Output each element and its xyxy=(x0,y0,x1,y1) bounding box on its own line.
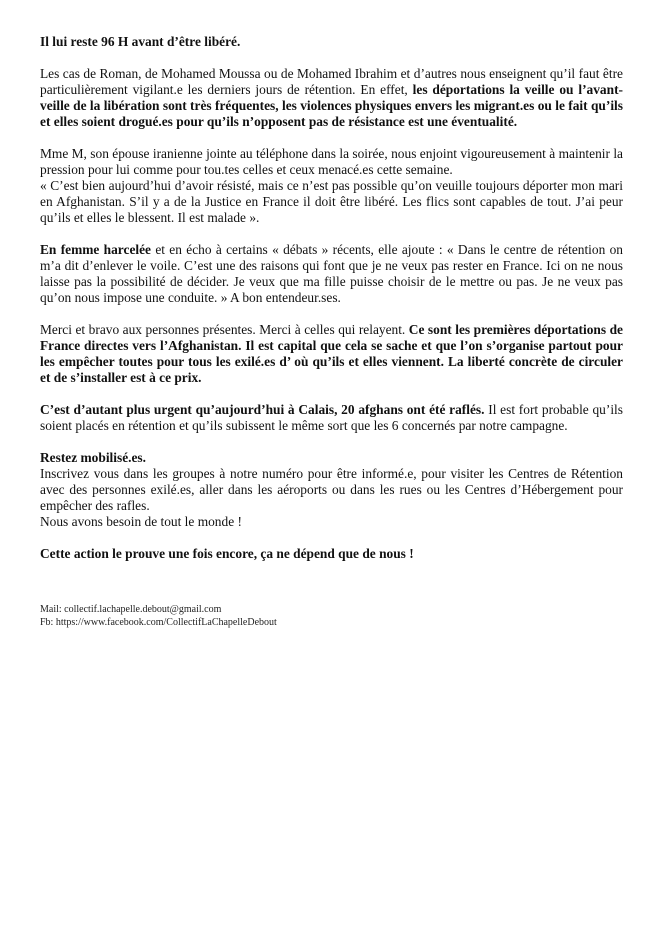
quote-text: « C’est bien aujourd’hui d’avoir résisté, mais ce n’est pas possible qu’on veuille toujours déporter mon mari en Afghanistan. S’il y a de la Justice en France il doit être libéré. Les flics sont capables de tout. J’ai peur qu’ils et elles le blessent. Il est malade ». xyxy=(40,178,623,225)
bold-text: les déportations la veille ou l’avant-veille de la libération sont très fréquentes, les violences physiques envers les migrant.es ou le fait qu’ils et elles soient drogué.es pour qu’ils n’opposent pas de résistance est une éventualité. xyxy=(40,82,623,129)
bold-text: Cette action le prouve une fois encore, ça ne dépend que de nous ! xyxy=(40,546,414,561)
bold-text: En femme harcelée xyxy=(40,242,152,257)
paragraph-mobilize xyxy=(40,450,623,530)
text: Inscrivez vous dans les groupes à notre numéro pour être informé.e, pour visiter les Centres de Rétention avec des personnes exilé.es, aller dans les aéroports ou dans les rues ou les Centres d’Hébergement pour empêcher des rafles. xyxy=(40,466,623,513)
contact-email: Mail: collectif.lachapelle.debout@gmail.com xyxy=(40,604,222,615)
contact-footer xyxy=(40,603,277,629)
bold-text: Il lui reste 96 H avant d’être libéré. xyxy=(40,34,241,49)
paragraph-closing xyxy=(40,546,623,562)
paragraph-vigilance xyxy=(40,66,623,130)
contact-facebook: Fb: https://www.facebook.com/CollectifLaChapelleDebout xyxy=(40,617,277,628)
bold-text: Restez mobilisé.es. xyxy=(40,450,146,465)
paragraph-harassment xyxy=(40,242,623,306)
paragraph-calais xyxy=(40,402,623,434)
text: Mme M, son épouse iranienne jointe au téléphone dans la soirée, nous enjoint vigoureusement à maintenir la pression pour lui comme pour tou.tes celles et ceux menacé.es cette semaine. xyxy=(40,146,623,177)
paragraph-thanks xyxy=(40,322,623,386)
paragraph-wife-statement xyxy=(40,146,623,226)
paragraph-release-countdown xyxy=(40,34,623,50)
document-body xyxy=(40,34,623,578)
bold-text: C’est d’autant plus urgent qu’aujourd’hui à Calais, 20 afghans ont été raflés. xyxy=(40,402,485,417)
text: Les cas de Roman, de Mohamed Moussa ou de Mohamed Ibrahim et d’autres nous enseignent qu’il faut être particulièrement vigilant.e les derniers jours de rétention. En effet, xyxy=(40,66,623,97)
text: et en écho à certains « débats » récents, elle ajoute : « Dans le centre de rétention on m’a dit d’enlever le voile. C’est une des raisons qui font que je ne veux pas rester en France. Ici on ne nous laisse pas la possibilité de décider. Je veux que ma fille puisse choisir de le mettre ou pas. Je ne veux pas qu’on nous impose une conduite. » A bon entendeur.ses. xyxy=(40,242,623,305)
text: Merci et bravo aux personnes présentes. Merci à celles qui relayent. xyxy=(40,322,409,337)
text: Nous avons besoin de tout le monde ! xyxy=(40,514,242,529)
bold-text: Ce sont les premières déportations de France directes vers l’Afghanistan. Il est capital que cela se sache et que l’on s’organise partout pour les empêcher toutes pour tous les exilé.es d’ où qu’ils et elles viennent. La liberté concrète de circuler et de s’installer est à ce prix. xyxy=(40,322,623,385)
text: Il est fort probable qu’ils soient placés en rétention et qu’ils subissent le même sort que les 6 concernés par notre campagne. xyxy=(40,402,623,433)
